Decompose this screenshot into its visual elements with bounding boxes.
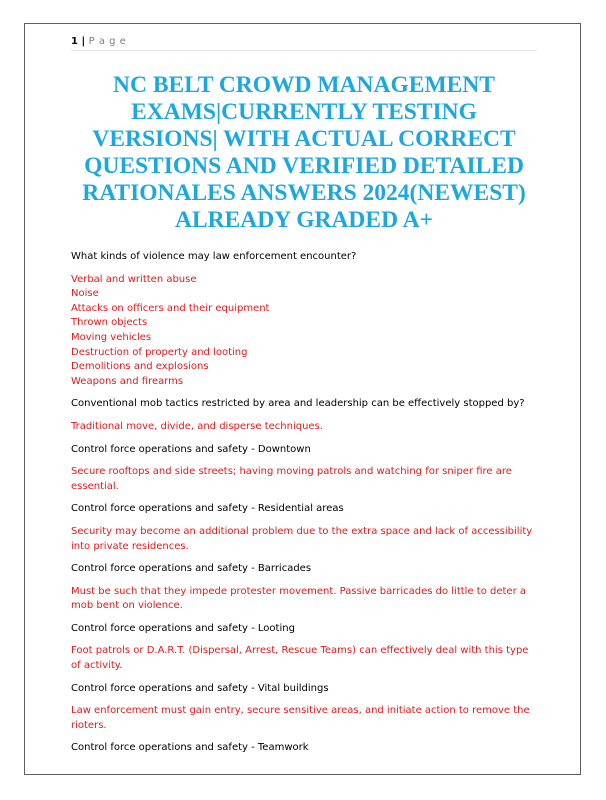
header-separator: | [81,36,86,47]
question-text: Control force operations and safety - Barricades [71,563,312,575]
list-item: Thrown objects [71,317,148,329]
page-header [71,36,537,51]
answer-text: Secure rooftops and side streets; having moving patrols and watching for sniper fire are essential. [71,466,512,492]
question-text: Control force operations and safety - Downtown [71,443,311,455]
document-title: NC BELT CROWD MANAGEMENT EXAMS|CURRENTLY TESTING VERSIONS| WITH ACTUAL CORRECT QUESTIONS AND VERIFIED DETAILED RATIONALES ANSWERS 2024(NEWEST) ALREADY GRADED A+ [82,72,526,233]
answer-list [71,273,541,390]
question-text: Control force operations and safety - Looting [71,622,295,634]
question-text: Control force operations and safety - Teamwork [71,742,309,754]
question-text: Control force operations and safety - Vital buildings [71,682,329,694]
list-item: Moving vehicles [71,331,152,343]
list-item: Verbal and written abuse [71,273,197,285]
question-text: What kinds of violence may law enforcement encounter? [71,251,357,262]
qa-content [71,250,541,764]
answer-text: Must be such that they impede protester movement. Passive barricades do little to deter a mob bent on violence. [71,585,526,612]
page-number: 1 [71,36,79,47]
answer-text: Foot patrols or D.A.R.T. (Dispersal, Arrest, Rescue Teams) can effectively deal with this type of activity. [71,645,529,672]
question-text: Control force operations and safety - Residential areas [71,503,344,515]
question-text: Conventional mob tactics restricted by area and leadership can be effectively stopped by? [71,398,525,410]
list-item: Destruction of property and looting [71,346,248,358]
list-item: Weapons and firearms [71,375,184,387]
list-item: Demolitions and explosions [71,361,209,373]
list-item: Attacks on officers and their equipment [71,302,270,314]
list-item: Noise [71,288,99,300]
answer-text: Security may become an additional problem due to the extra space and lack of accessibility into private residences. [71,525,533,552]
answer-text: Law enforcement must gain entry, secure sensitive areas, and initiate action to remove the rioters. [71,705,530,731]
page-label: P a g e [88,36,127,47]
answer-text: Traditional move, divide, and disperse techniques. [71,420,323,432]
